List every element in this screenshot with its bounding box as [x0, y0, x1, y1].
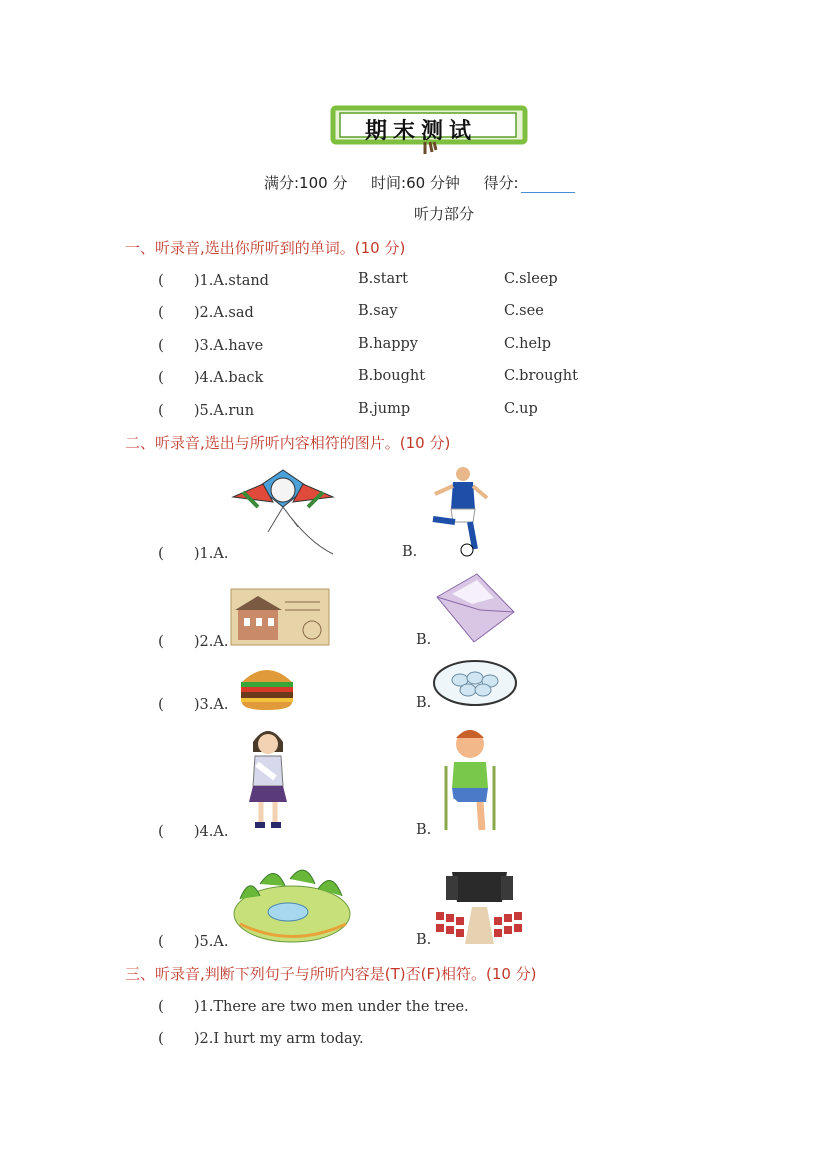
envelope-image [432, 572, 517, 647]
list-item [158, 1029, 364, 1047]
list-item [158, 303, 254, 321]
option-a-label: )2.A. [193, 634, 229, 650]
full-score: 满分:100 分 [264, 174, 348, 192]
option-c: C.up [504, 401, 538, 417]
list-item [158, 695, 228, 713]
dumplings-plate-image [432, 658, 518, 708]
answer-paren[interactable]: ( [158, 336, 164, 354]
park-image [230, 854, 355, 946]
option-b-label: B. [402, 544, 418, 560]
option-b: B.say [358, 303, 398, 319]
section1-heading: 一、听录音,选出你所听到的单词。(10 分) [125, 239, 406, 257]
option-b-label: B. [416, 822, 432, 838]
answer-paren[interactable]: ( [158, 544, 164, 562]
girl-hurt-arm-image [243, 724, 293, 834]
meta-line [264, 172, 575, 193]
score-blank[interactable] [521, 178, 575, 193]
postcard-image [230, 588, 330, 646]
statement-text: )1.There are two men under the tree. [193, 999, 469, 1015]
answer-paren[interactable]: ( [158, 303, 164, 321]
list-item [158, 271, 269, 289]
option-a: )2.A.sad [193, 305, 254, 321]
option-b: B.happy [358, 336, 419, 352]
option-a: )4.A.back [193, 370, 264, 386]
answer-paren[interactable]: ( [158, 1029, 164, 1047]
time-limit: 时间:60 分钟 [371, 174, 460, 192]
boy-hurt-leg-image [430, 726, 505, 836]
option-b-label: B. [416, 932, 432, 948]
option-c: C.help [504, 336, 552, 352]
list-item [158, 997, 469, 1015]
option-a-label: )4.A. [193, 824, 229, 840]
page-title: 期末测试 [364, 119, 477, 144]
option-a-label: )3.A. [193, 697, 229, 713]
hamburger-image [237, 662, 297, 712]
answer-paren[interactable]: ( [158, 401, 164, 419]
answer-paren[interactable]: ( [158, 997, 164, 1015]
list-item [158, 544, 228, 562]
option-a: )3.A.have [193, 338, 264, 354]
option-c: C.brought [504, 368, 578, 384]
list-item [158, 822, 228, 840]
list-item [158, 401, 254, 419]
option-c: C.sleep [504, 271, 558, 287]
option-a: )5.A.run [193, 403, 255, 419]
list-item [158, 632, 228, 650]
answer-paren[interactable]: ( [158, 368, 164, 386]
answer-paren[interactable]: ( [158, 271, 164, 289]
option-a-label: )1.A. [193, 546, 229, 562]
option-b: B.jump [358, 401, 411, 417]
part-heading: 听力部分 [414, 205, 475, 223]
option-a-label: )5.A. [193, 934, 229, 950]
answer-paren[interactable]: ( [158, 932, 164, 950]
cinema-image [432, 862, 527, 947]
answer-paren[interactable]: ( [158, 822, 164, 840]
section2-heading: 二、听录音,选出与所听内容相符的图片。(10 分) [125, 434, 451, 452]
option-b-label: B. [416, 695, 432, 711]
list-item [158, 932, 228, 950]
list-item [158, 336, 263, 354]
score-label: 得分: [483, 174, 519, 192]
option-b: B.start [358, 271, 408, 287]
option-c: C.see [504, 303, 544, 319]
soccer-player-image [415, 464, 495, 559]
option-b-label: B. [416, 632, 432, 648]
answer-paren[interactable]: ( [158, 695, 164, 713]
option-a: )1.A.stand [193, 273, 269, 289]
section3-heading: 三、听录音,判断下列句子与所听内容是(T)否(F)相符。(10 分) [125, 965, 537, 983]
title-banner [330, 104, 530, 154]
statement-text: )2.I hurt my arm today. [193, 1031, 364, 1047]
option-b: B.bought [358, 368, 426, 384]
kite-image [228, 462, 338, 557]
list-item [158, 368, 263, 386]
answer-paren[interactable]: ( [158, 632, 164, 650]
